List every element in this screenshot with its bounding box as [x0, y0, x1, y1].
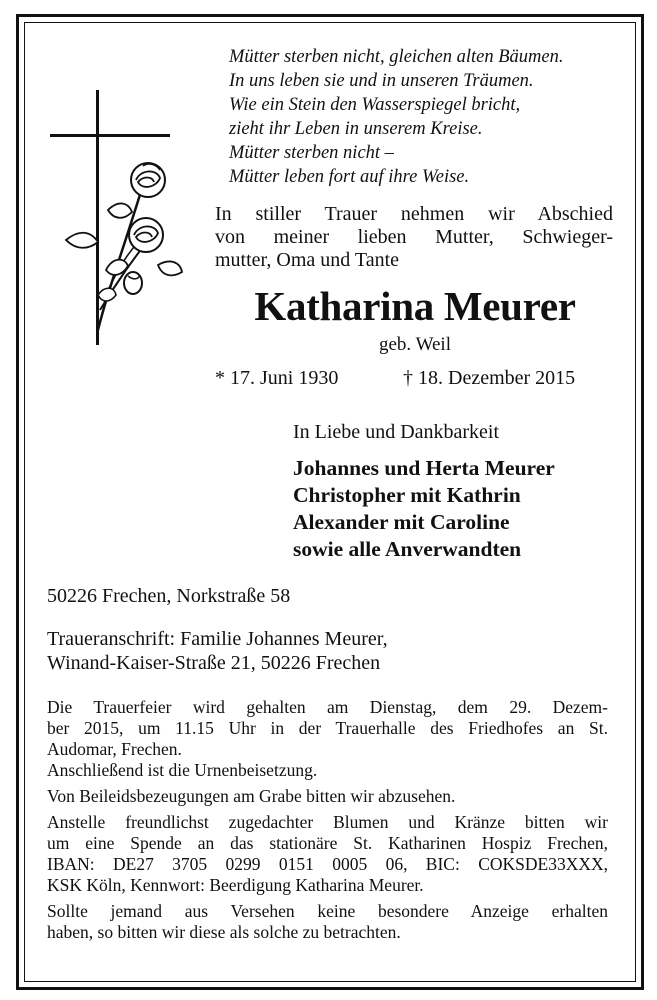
- condolence-paragraph: [47, 786, 608, 807]
- poem-line: zieht ihr Leben in unserem Kreise.: [229, 119, 483, 139]
- mourning-address: [47, 627, 388, 675]
- mourner-name: Johannes und Herta Meurer: [293, 456, 555, 480]
- donation-line: IBAN: DE27 3705 0299 0151 0005 06, BIC: COKSDE33XXX,: [47, 854, 608, 874]
- mourner-name: Christopher mit Kathrin: [293, 483, 521, 507]
- ceremony-line: Audomar, Frechen.: [47, 739, 182, 759]
- mourning-address-line: Winand-Kaiser-Straße 21, 50226 Frechen: [47, 652, 381, 674]
- deceased-name: Katharina Meurer: [254, 283, 576, 329]
- cross-with-roses-icon: [48, 90, 208, 350]
- birth-name: geb. Weil: [379, 334, 451, 355]
- donation-line: KSK Köln, Kennwort: Beerdigung Katharina Meurer.: [47, 875, 424, 895]
- poem-line: Wie ein Stein den Wasserspiegel bricht,: [229, 95, 521, 115]
- intro-text: [215, 203, 613, 272]
- poem-line: Mütter leben fort auf ihre Weise.: [229, 167, 470, 187]
- intro-line: von meiner lieben Mutter, Schwieger-: [215, 226, 613, 248]
- poem-line: Mütter sterben nicht –: [229, 143, 394, 163]
- ceremony-paragraph: [47, 697, 608, 781]
- mourner-name: Alexander mit Caroline: [293, 510, 510, 534]
- death-date: † 18. Dezember 2015: [403, 367, 576, 389]
- donation-line: um eine Spende an das stationäre St. Katharinen Hospiz Frechen,: [47, 833, 608, 853]
- residence-address: 50226 Frechen, Norkstraße 58: [47, 585, 291, 607]
- closing-line: Sollte jemand aus Versehen keine besondere Anzeige erhalten: [47, 901, 608, 921]
- ceremony-line: Die Trauerfeier wird gehalten am Dienstag, dem 29. Dezem-: [47, 697, 608, 717]
- donation-paragraph: [47, 812, 608, 896]
- funeral-information: [47, 697, 608, 948]
- mourning-address-line: Traueranschrift: Familie Johannes Meurer,: [47, 628, 388, 650]
- mourners-intro: In Liebe und Dankbarkeit: [293, 421, 500, 443]
- closing-paragraph: [47, 901, 608, 943]
- birth-date: * 17. Juni 1930: [215, 367, 339, 389]
- donation-line: Anstelle freundlichst zugedachter Blumen und Kränze bitten wir: [47, 812, 608, 832]
- mourner-name: sowie alle Anverwandten: [293, 537, 522, 561]
- ceremony-line: ber 2015, um 11.15 Uhr in der Trauerhalle des Friedhofes an St.: [47, 718, 608, 738]
- poem-line: In uns leben sie und in unseren Träumen.: [229, 71, 534, 91]
- condolence-note: Von Beileidsbezeugungen am Grabe bitten wir abzusehen.: [47, 786, 456, 806]
- intro-line: mutter, Oma und Tante: [215, 249, 400, 271]
- poem-line: Mütter sterben nicht, gleichen alten Bäumen.: [229, 47, 564, 67]
- poem: [229, 45, 563, 189]
- closing-line: haben, so bitten wir diese als solche zu betrachten.: [47, 922, 401, 942]
- mourners-list: [293, 455, 555, 563]
- urn-burial-note: Anschließend ist die Urnenbeisetzung.: [47, 760, 318, 780]
- intro-line: In stiller Trauer nehmen wir Abschied: [215, 203, 613, 225]
